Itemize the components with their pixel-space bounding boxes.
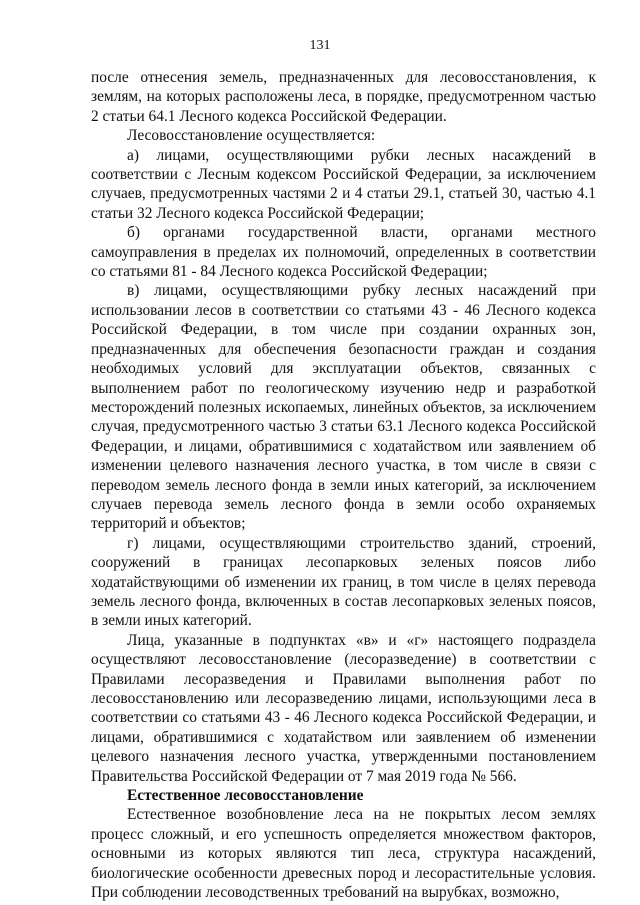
page-number: 131 [309,38,331,53]
document-body [91,68,596,902]
paragraph-intro: Лесовосстановление осуществляется: [127,127,376,145]
list-item-a: а) лицами, осуществляющими рубки лесных насаждений в соответствии с Лесным кодексом Российской Федерации, за исключением случаев, предусмотренных частями 2 и 4 статьи 29.1, статьей 30, частью 4.1 статьи 32 Лесного кодекса Российской Федерации; [91,146,596,222]
section-heading: Естественное лесовосстановление [127,787,364,805]
paragraph-natural-regeneration: Естественное возобновление леса на не покрытых лесом землях процесс сложный, и его успешность определяется множеством факторов, основными из которых являются тип леса, структура насаждений, биологические особенности древесных пород и лесорастительные условия. При соблюдении лесоводственных требований на вырубках, возможно, [91,806,596,902]
list-item-v: в) лицами, осуществляющими рубку лесных насаждений при использовании лесов в соответствии со статьями 43 - 46 Лесного кодекса Российской Федерации, в том числе при создании охранных зон, предназначенных для обеспечения безопасности граждан и создания необходимых условий для эксплуатации объектов, связанных с выполнением работ по геологическому изучению недр и разработкой месторождений полезных ископаемых, линейных объектов, за исключением случая, предусмотренного частью 3 статьи 63.1 Лесного кодекса Российской Федерации, и лицами, обратившимися с ходатайством или заявлением об изменении целевого назначения лесного участка, в том числе в связи с переводом земель лесного фонда в земли иных категорий, за исключением случаев перевода земель лесного фонда в земли особо охраняемых территорий и объектов; [91,282,596,533]
paragraph-persons: Лица, указанные в подпунктах «в» и «г» настоящего подраздела осуществляют лесовосстановление (лесоразведение) в соответствии с Правилами лесоразведения и Правилами выполнения работ по лесовосстановлению или лесоразведению лицами, использующими леса в соответствии со статьями 43 - 46 Лесного кодекса Российской Федерации, и лицами, обратившимися с ходатайством или заявлением об изменении целевого назначения лесного участка, утвержденными постановлением Правительства Российской Федерации от 7 мая 2019 года № 566. [91,631,596,785]
list-item-g: г) лицами, осуществляющими строительство зданий, строений, сооружений в границах лесопарковых зеленых поясов либо ходатайствующими об изменении их границ, в том числе в целях перевода земель лесного фонда, включенных в состав лесопарковых зеленых поясов, в земли иных категорий. [91,534,596,630]
paragraph-continuation: после отнесения земель, предназначенных для лесовосстановления, к землям, на которых расположены леса, в порядке, предусмотренном частью 2 статьи 64.1 Лесного кодекса Российской Федерации. [91,69,596,125]
list-item-b: б) органами государственной власти, органами местного самоуправления в пределах их полномочий, определенных в соответствии со статьями 81 - 84 Лесного кодекса Российской Федерации; [91,224,596,281]
